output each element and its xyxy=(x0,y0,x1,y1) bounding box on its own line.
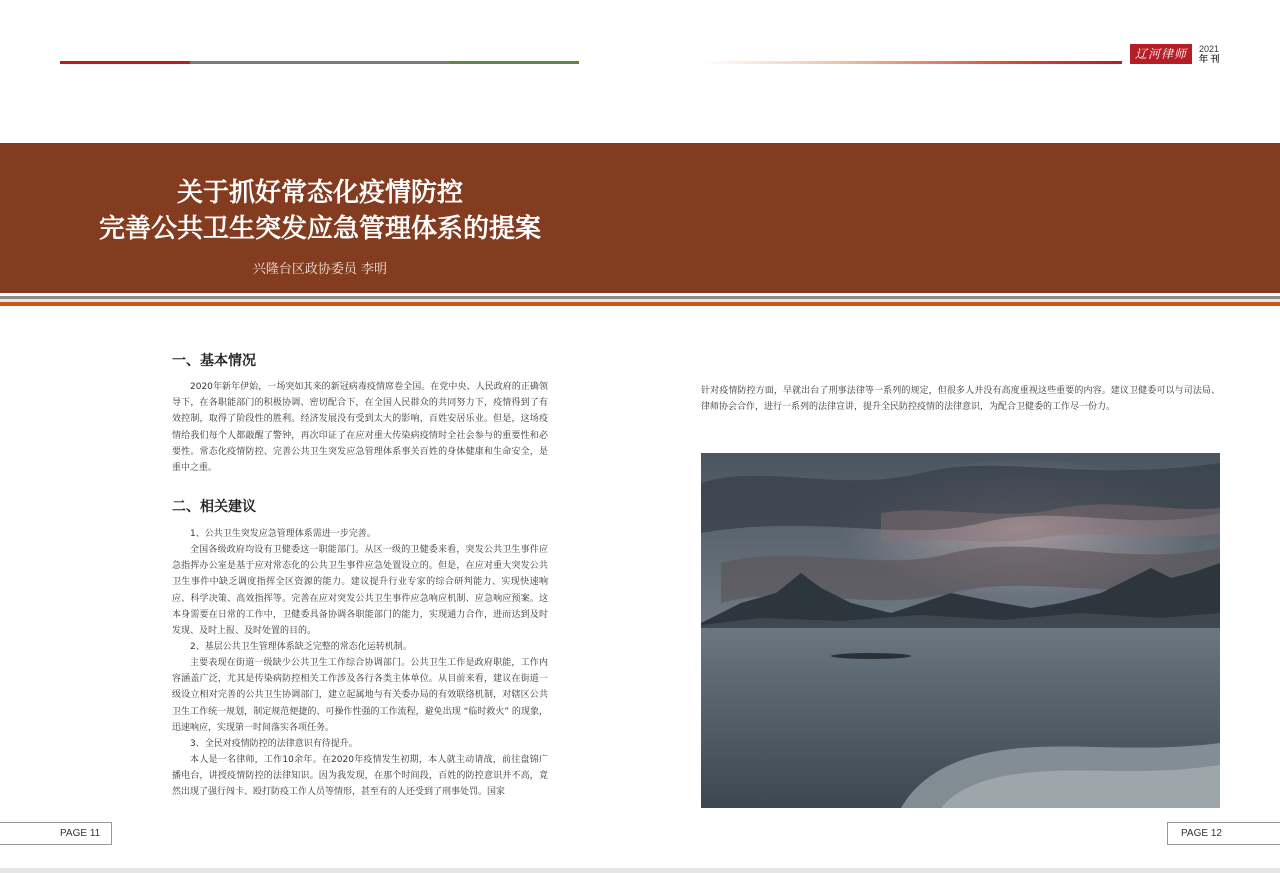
page-number-left xyxy=(0,822,112,845)
suggestion-3-title: 3、全民对疫情防控的法律意识有待提升。 xyxy=(190,739,358,749)
section-1-paragraph: 2020年新年伊始，一场突如其来的新冠病毒疫情席卷全国。在党中央、人民政府的正确领导下，在各职能部门的积极协调、密切配合下，在全国人民群众的共同努力下，疫情得到了有效控制，取得了阶段性的胜利。经济发展没有受到太大的影响，百姓安居乐业。但是，这场疫情给我们每个人都敲醒了警钟，再次印证了在应对重大传染病疫情时全社会参与的重要性和必要性。常态化疫情防控、完善公共卫生突发应急管理体系事关百姓的身体健康和生命安全，是重中之重。 xyxy=(172,382,548,474)
band-stripe-orange xyxy=(0,302,1280,306)
page-number-right-label: PAGE 12 xyxy=(1181,828,1222,839)
title-line-2: 完善公共卫生突发应急管理体系的提案 xyxy=(98,214,541,244)
header-rule-red xyxy=(60,61,190,64)
suggestion-2-title: 2、基层公共卫生管理体系缺乏完整的常态化运转机制。 xyxy=(190,642,412,652)
author-byline: 兴隆台区政协委员 李明 xyxy=(252,262,388,277)
section-heading-2: 二、相关建议 xyxy=(172,499,256,515)
header-rule-green xyxy=(450,61,579,64)
right-column-paragraph: 针对疫情防控方面，早就出台了刑事法律等一系列的规定，但很多人并没有高度重视这些重要的内容。建议卫健委可以与司法局、律师协会合作，进行一系列的法律宣讲，提升全民防控疫情的法律意识，为配合卫健委的工作尽一份力。 xyxy=(701,386,1220,413)
header-rule-gradient xyxy=(700,61,1122,64)
page-number-right xyxy=(1167,822,1280,845)
suggestion-2-body: 主要表现在街道一级缺少公共卫生工作综合协调部门。公共卫生工作是政府职能，工作内容涵盖广泛，尤其是传染病防控相关工作涉及各行各类主体单位。从目前来看，建议在街道一级设立相对完善的公共卫生协调部门，建立起属地与有关委办局的有效联络机制，对辖区公共卫生工作统一规划，制定规范便捷的、可操作性强的工作流程，避免出现 “临时救火” 的现象，迅速响应，实现第一时间落实各项任务。 xyxy=(172,658,548,733)
magazine-logo: 辽河律师 xyxy=(1130,44,1192,64)
lake-landscape-photo xyxy=(701,453,1220,808)
header-rule-grey-1 xyxy=(190,61,320,64)
issue-type: 年 刊 xyxy=(1199,54,1220,64)
section-heading-1: 一、基本情况 xyxy=(172,353,256,369)
suggestion-3-body: 本人是一名律师，工作10余年。在2020年疫情发生初期，本人就主动请战，前往盘锦广播电台，讲授疫情防控的法律知识。因为我发现，在那个时间段，百姓的防控意识并不高，竟然出现了强行闯卡、殴打防疫工作人员等情形，甚至有的人还受到了刑事处罚。国家 xyxy=(172,755,548,798)
bottom-edge-bar xyxy=(0,868,1280,873)
suggestion-1-body: 全国各级政府均设有卫健委这一职能部门。从区一级的卫健委来看，突发公共卫生事件应急指挥办公室是基于应对常态化的公共卫生事件应急处置设立的。但是，在应对重大突发公共卫生事件中缺乏调度指挥全区资源的能力。建议提升行业专家的综合研判能力、实现快速响应、科学决策、高效指挥等。完善在应对突发公共卫生事件应急响应机制、应急响应预案。这本身需要在日常的工作中，卫健委具备协调各职能部门的能力，实现通力合作，进而达到及时发现、及时上报、及时处置的目的。 xyxy=(172,545,548,637)
page-number-left-label: PAGE 11 xyxy=(60,828,101,839)
suggestion-1-title: 1、公共卫生突发应急管理体系需进一步完善。 xyxy=(190,529,376,539)
issue-year: 2021 xyxy=(1199,44,1220,54)
header-rule-grey-2 xyxy=(320,61,450,64)
title-line-1: 关于抓好常态化疫情防控 xyxy=(176,178,463,208)
issue-label xyxy=(1199,44,1229,64)
